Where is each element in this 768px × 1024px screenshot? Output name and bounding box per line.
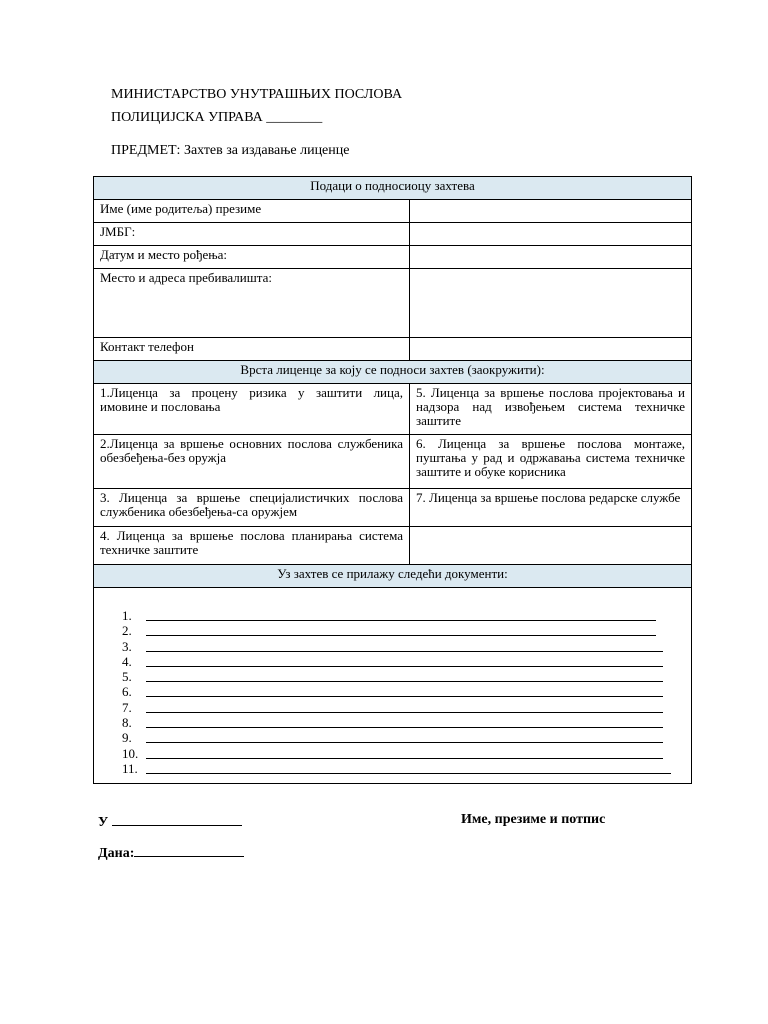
license-option-empty — [410, 527, 692, 565]
document-line[interactable] — [100, 639, 685, 654]
document-number: 4. — [122, 653, 132, 669]
field-label-birth: Датум и место рођења: — [94, 246, 410, 269]
field-value-address[interactable] — [410, 269, 692, 338]
license-option-5[interactable]: 5. Лиценца за вршење послова пројектовања и надзора над извођењем система техничке заштите — [410, 384, 692, 435]
place-label: У — [98, 815, 109, 830]
document-line[interactable] — [100, 623, 685, 638]
document-line[interactable] — [100, 746, 685, 761]
date-label: Дана: — [98, 846, 135, 861]
license-option-7[interactable]: 7. Лиценца за вршење послова редарске службе — [410, 489, 692, 527]
document-blank-line[interactable] — [146, 666, 663, 667]
document-blank-line[interactable] — [146, 620, 656, 621]
place-blank-line[interactable] — [112, 812, 242, 826]
document-line[interactable] — [100, 654, 685, 669]
document-blank-line[interactable] — [146, 651, 663, 652]
field-label-jmbg: ЈМБГ: — [94, 223, 410, 246]
section-applicant-header: Подаци о подносиоцу захтева — [94, 177, 692, 200]
date-blank-line[interactable] — [134, 843, 244, 857]
field-value-birth[interactable] — [410, 246, 692, 269]
field-label-address: Место и адреса пребивалишта: — [94, 269, 410, 338]
document-line[interactable] — [100, 730, 685, 745]
document-number: 3. — [122, 638, 132, 654]
document-line[interactable] — [100, 715, 685, 730]
document-number: 9. — [122, 730, 132, 746]
document-number: 10. — [122, 745, 139, 761]
field-label-phone: Контакт телефон — [94, 338, 410, 361]
document-blank-line[interactable] — [146, 712, 663, 713]
document-blank-line[interactable] — [146, 681, 663, 682]
documents-list-cell — [94, 588, 692, 784]
section-documents-header: Уз захтев се прилажу следећи документи: — [94, 565, 692, 588]
document-number: 1. — [122, 608, 132, 623]
document-blank-line[interactable] — [146, 727, 663, 728]
subject-line: ПРЕДМЕТ: Захтев за издавање лиценце — [111, 143, 350, 158]
signature-label: Име, презиме и потпис — [461, 812, 606, 827]
field-label-name: Име (име родитеља) презиме — [94, 200, 410, 223]
license-option-3[interactable]: 3. Лиценца за вршење специјалистичких послова службеника обезбеђења-са оружјем — [94, 489, 410, 527]
document-blank-line[interactable] — [146, 773, 671, 774]
document-number: 11. — [122, 760, 138, 776]
document-blank-line[interactable] — [146, 635, 656, 636]
ministry-heading: МИНИСТАРСТВО УНУТРАШЊИХ ПОСЛОВА — [111, 87, 403, 102]
document-blank-line[interactable] — [146, 742, 663, 743]
document-line[interactable] — [100, 700, 685, 715]
document-line[interactable] — [100, 608, 685, 623]
documents-list — [100, 608, 685, 776]
application-form-table — [93, 176, 692, 784]
field-value-name[interactable] — [410, 200, 692, 223]
police-administration-heading: ПОЛИЦИЈСКА УПРАВА ________ — [111, 110, 323, 125]
document-number: 8. — [122, 715, 132, 731]
date-field — [98, 843, 244, 862]
license-option-2[interactable]: 2.Лиценца за вршење основних послова службеника обезбеђења-без оружја — [94, 435, 410, 489]
document-number: 2. — [122, 623, 132, 639]
document-number: 5. — [122, 669, 132, 685]
document-line[interactable] — [100, 669, 685, 684]
section-license-header: Врста лиценце за коју се подноси захтев (заокружити): — [94, 361, 692, 384]
license-option-1[interactable]: 1.Лиценца за процену ризика у заштити лица, имовине и пословања — [94, 384, 410, 435]
place-field — [98, 812, 242, 831]
field-value-jmbg[interactable] — [410, 223, 692, 246]
field-value-phone[interactable] — [410, 338, 692, 361]
license-option-4[interactable]: 4. Лиценца за вршење послова планирања система техничке заштите — [94, 527, 410, 565]
license-option-6[interactable]: 6. Лиценца за вршење послова монтаже, пуштања у рад и одржавања система техничке заштите и обуке корисника — [410, 435, 692, 489]
document-line[interactable] — [100, 684, 685, 699]
document-blank-line[interactable] — [146, 758, 663, 759]
document-number: 6. — [122, 684, 132, 700]
document-blank-line[interactable] — [146, 696, 663, 697]
document-line[interactable] — [100, 761, 685, 776]
document-number: 7. — [122, 699, 132, 715]
